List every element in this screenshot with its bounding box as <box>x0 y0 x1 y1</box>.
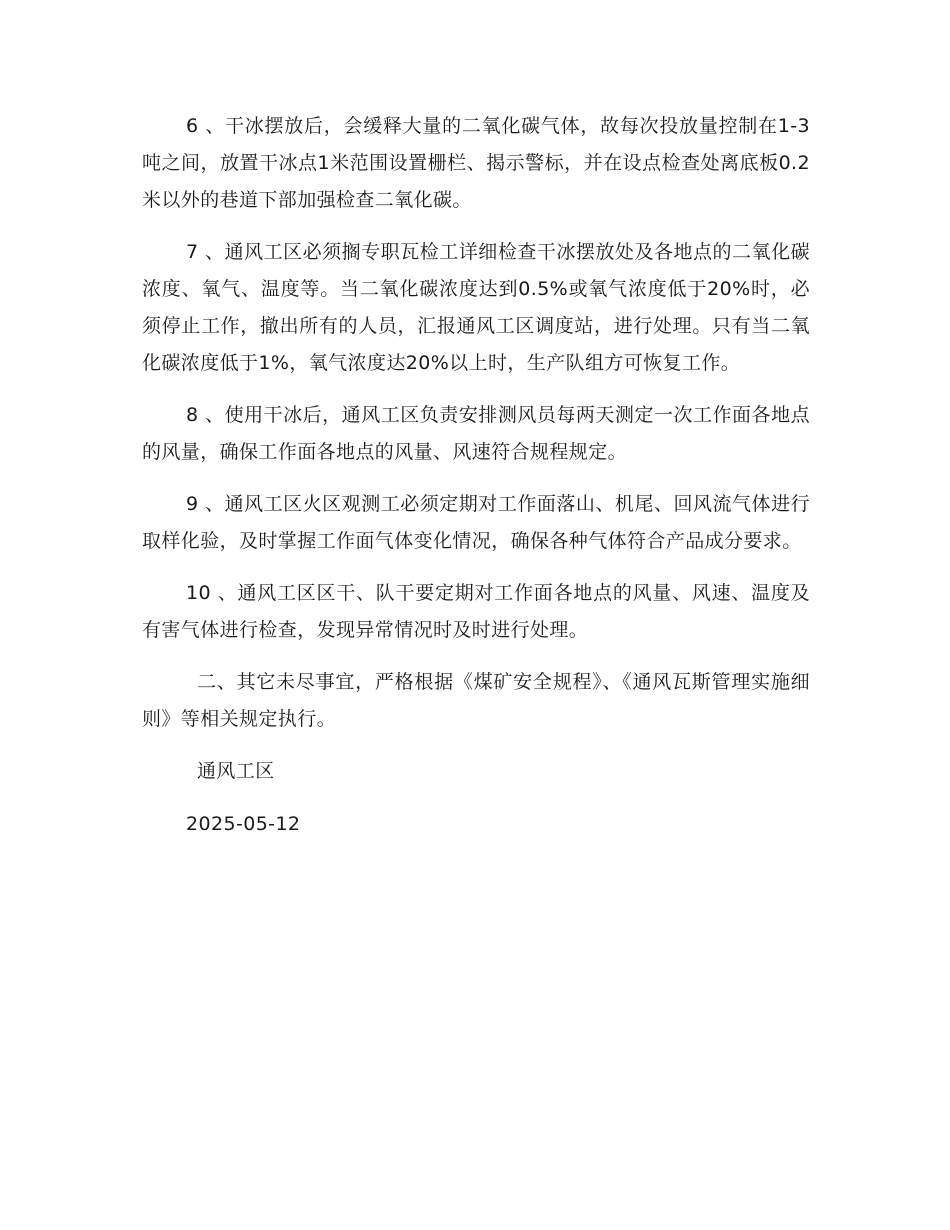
paragraph-item-9: 9 、通风工区火区观测工必须定期对工作面落山、机尾、回风流气体进行取样化验，及时掌握工作面气体变化情况，确保各种气体符合产品成分要求。 <box>142 493 810 552</box>
paragraph-item-10: 10 、通风工区区干、队干要定期对工作面各地点的风量、风速、温度及有害气体进行检查，发现异常情况时及时进行处理。 <box>142 582 810 641</box>
paragraph-item-6: 6 、干冰摆放后，会缓释大量的二氧化碳气体，故每次投放量控制在1-3吨之间，放置干冰点1米范围设置栅栏、揭示警标，并在设点检查处离底板0.2米以外的巷道下部加强检查二氧化碳。 <box>142 115 810 211</box>
paragraph-item-7: 7 、通风工区必须搁专职瓦检工详细检查干冰摆放处及各地点的二氧化碳浓度、氧气、温度等。当二氧化碳浓度达到0.5%或氧气浓度低于20%时，必须停止工作，撤出所有的人员，汇报通风工区调度站，进行处理。只有当二氧化碳浓度低于1%，氧气浓度达20%以上时，生产队组方可恢复工作。 <box>142 241 810 374</box>
document-body <box>142 108 810 843</box>
signature-organization: 通风工区 <box>197 760 275 782</box>
signature-date: 2025-05-12 <box>186 813 301 835</box>
paragraph-section-2: 二、其它未尽事宜，严格根据《煤矿安全规程》、《通风瓦斯管理实施细则》等相关规定执行。 <box>142 671 810 730</box>
paragraph-item-8: 8 、使用干冰后，通风工区负责安排测风员每两天测定一次工作面各地点的风量，确保工作面各地点的风量、风速符合规程规定。 <box>142 404 810 463</box>
